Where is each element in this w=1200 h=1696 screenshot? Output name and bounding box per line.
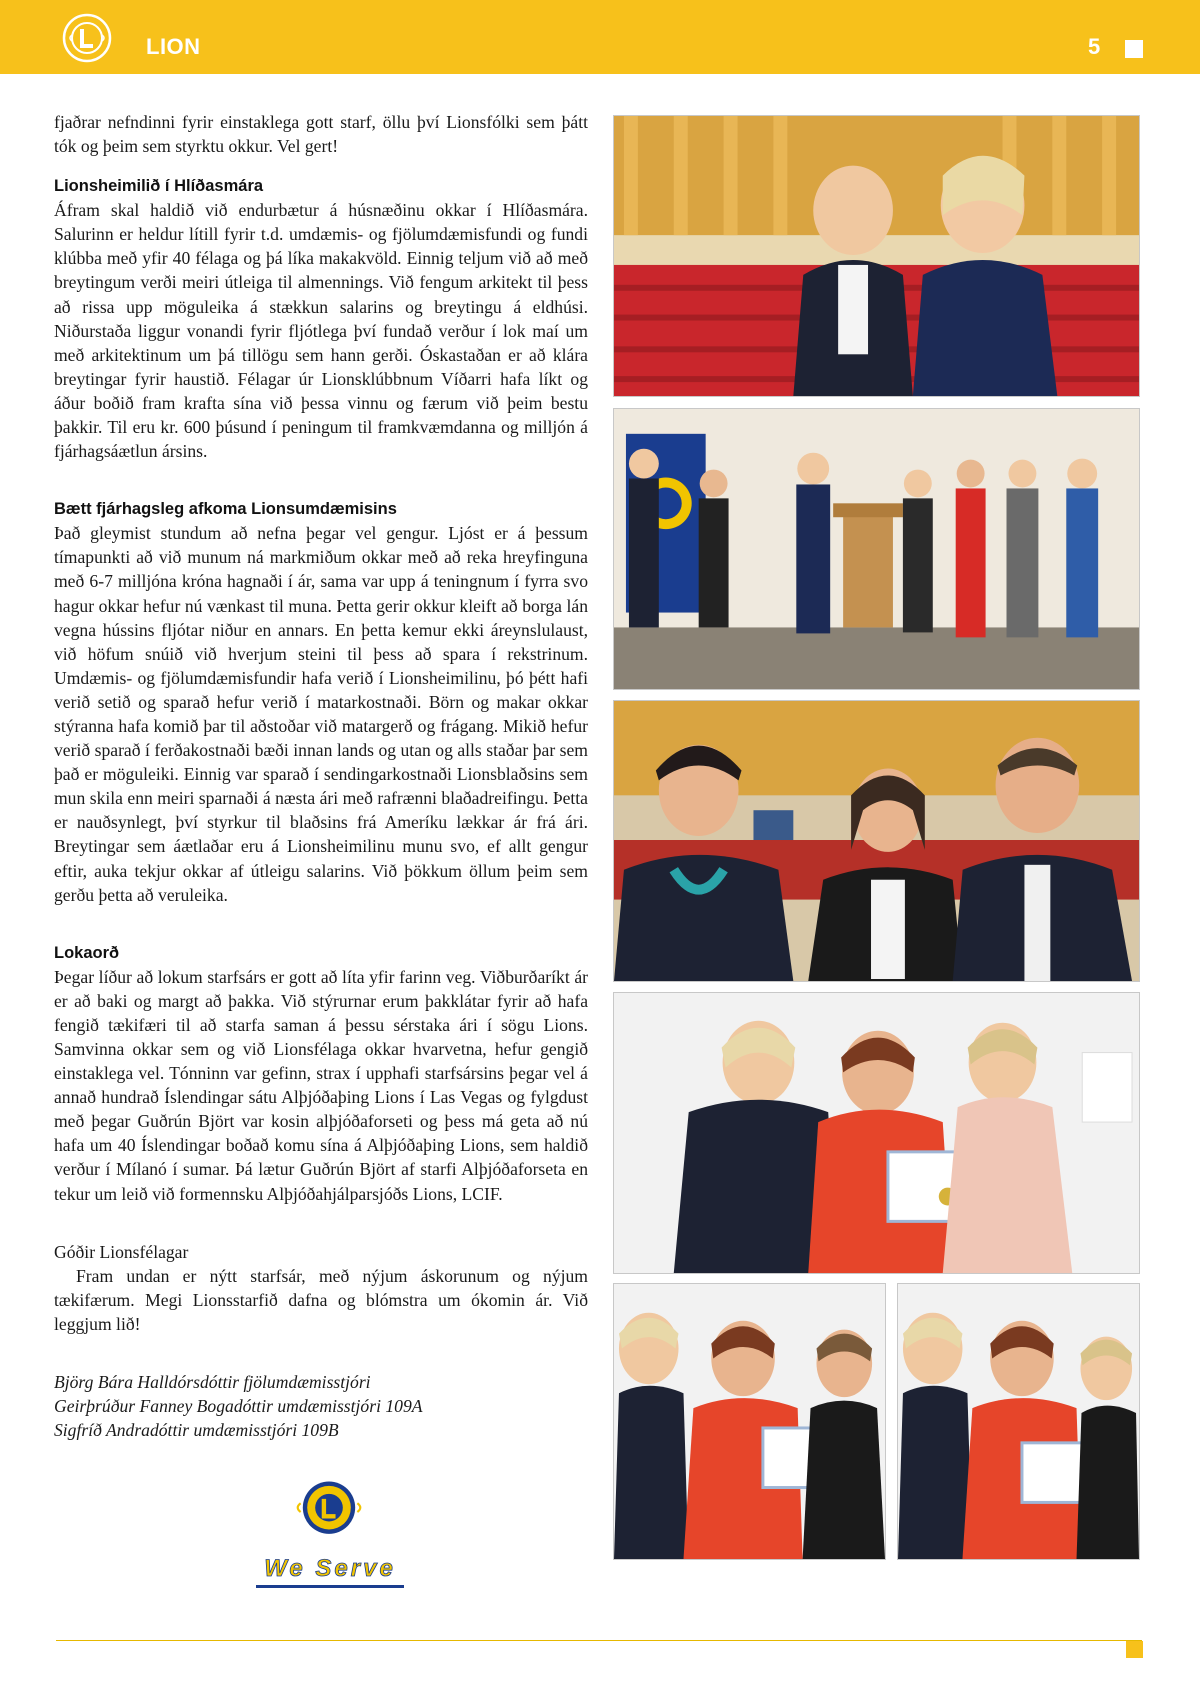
- footer-square-decoration: [1126, 1641, 1143, 1658]
- intro-paragraph: fjaðrar nefndinni fyrir einstaklega gott starf, öllu því Lionsfólki sem þátt tók og þeim sem styrktu okkur. Vel gert!: [54, 112, 588, 157]
- header-square-decoration: [1125, 40, 1143, 58]
- signature-line: Geirþrúður Fanney Bogadóttir umdæmisstjóri 109A: [54, 1396, 423, 1417]
- section-heading: Lionsheimilið í Hlíðasmára: [54, 177, 264, 196]
- lions-emblem-icon: [62, 13, 112, 63]
- article-column: [54, 110, 588, 1442]
- photo-stage-ceremony: [613, 408, 1140, 690]
- section-paragraph: Það gleymist stundum að nefna þegar vel gengur. Ljóst er á þessum tímapunkti að við munum ná markmiðum okkar með að reka hreyfinguna með 6-7 milljóna króna hagnaði í ár, sama var upp á teningnum í fyrra svo hagur okkar hefur nú vænkast til muna. Þetta gerir okkur kleift að borga lán vegna hússins fljótar niður en annars. En þetta kemur ekki áreynslulaust, við höfum snúið við hverjum steini til þess að spara í rekstrinum. Umdæmis- og fjölumdæmisfundir hafa verið í Lionsheimilinu, þó þétt hafi verið setið og sparað hefur verið í matarkostnaði. Börn og makar okkar stýranna hafa komið þar til aðstoðar við matargerð og frágang. Mikið hefur verið sparað í ferðakostnaði bæði innan lands og utan og alls staðar þar sem það er möguleiki. Einnig var sparað í sendingarkostnaði Lionsblaðsins sem mun skila enn meiri sparnaði á næsta ári með rafrænni blaðadreifingu. Þetta er nauðsynlegt, því styrkur til blaðsins frá Ameríku lækkar ár frá ári. Breytingar sem áætlaðar eru á Lionsheimilinu munu svo, ef allt gengur eftir, auka tekjur okkar af útleigu salarins. Við þökkum öllum þeim sem gerðu þetta að veruleika.: [54, 523, 588, 905]
- photo-certificate-right: [897, 1283, 1140, 1560]
- signature-line: Sigfríð Andradóttir umdæmisstjóri 109B: [54, 1420, 339, 1441]
- signature-block: [54, 1370, 588, 1442]
- page-number: 5: [1088, 34, 1101, 59]
- signature-line: Björg Bára Halldórsdóttir fjölumdæmisstjóri: [54, 1372, 371, 1393]
- closing-paragraph: Fram undan er nýtt starfsár, með nýjum áskorunum og nýjum tækifærum. Megi Lionsstarfið dafna og blómstra um ókomin ár. Við leggjum lið!: [54, 1265, 588, 1334]
- lions-international-logo: [254, 1480, 404, 1560]
- page-header: [0, 0, 1200, 74]
- greeting: Góðir Lionsfélagar: [54, 1241, 189, 1262]
- magazine-title: LION: [146, 34, 201, 59]
- photo-certificate-presentation: [613, 992, 1140, 1274]
- section-heading: Bætt fjárhagsleg afkoma Lionsumdæmisins: [54, 500, 397, 519]
- section-paragraph: Áfram skal haldið við endurbætur á húsnæðinu okkar í Hlíðasmára. Salurinn er heldur lítill fyrir t.d. umdæmis- og fjölumdæmisfundi og fundi klúbba með yfir 40 félaga og þá líka makakvöld. Einnig teljum við að með breytingum verði meiri útleiga til almennings. Við fengum arkitekt til þess að rissa upp möguleika á stækkun salarins og breytingu á eldhúsi. Niðurstaða liggur vonandi fyrir fljótlega því fundað verður í lok maí um með arkitektinum um þá tillögu sem hann gerði. Óskastaðan er að klára breytingar fyrir haustið. Félagar úr Lionsklúbbnum Víðarri hafa líkt og áður boðið fram krafta sína við þessa vinnu og færum við þeim bestu þakkir. Til eru kr. 600 þúsund í peningum til framkvæmdanna og milljón á fjárhagsáætlun ársins.: [54, 200, 588, 462]
- photo-two-women-auditorium: [613, 115, 1140, 397]
- photo-three-people: [613, 700, 1140, 982]
- section-heading: Lokaorð: [54, 943, 120, 962]
- we-serve-tagline: We Serve: [264, 1555, 396, 1582]
- footer-rule: [56, 1640, 1142, 1641]
- photo-certificate-left: [613, 1283, 886, 1560]
- section-paragraph: Þegar líður að lokum starfsárs er gott að líta yfir farinn veg. Viðburðaríkt ár er að baki og margt að þakka. Við stýrurnar erum þakklátar fyrir að hafa fengið tækifæri til að starfa saman á þessu sérstaka ári í sögu Lions. Samvinna okkar sem og við Lionsfélaga okkar hvarvetna, hefur gengið einstaklega vel. Tónninn var gefinn, strax í upphafi starfsársins þegar vel á annað hundrað Íslendingar sátu Alþjóðaþing Lions í Las Vegas og fylgdust með þegar Guðrún Björt var kosin alþjóðaforseti og þess má geta að nú hafa um 40 Íslendingar boðað komu sína á Alþjóðaþing Lions, sem haldið verður í Mílanó í sumar. Þá lætur Guðrún Björt af starfi Alþjóðaforseta en tekur um leið við formennsku Alþjóðahjálparsjóðs Lions, LCIF.: [54, 966, 588, 1204]
- tagline-underline: [256, 1585, 404, 1588]
